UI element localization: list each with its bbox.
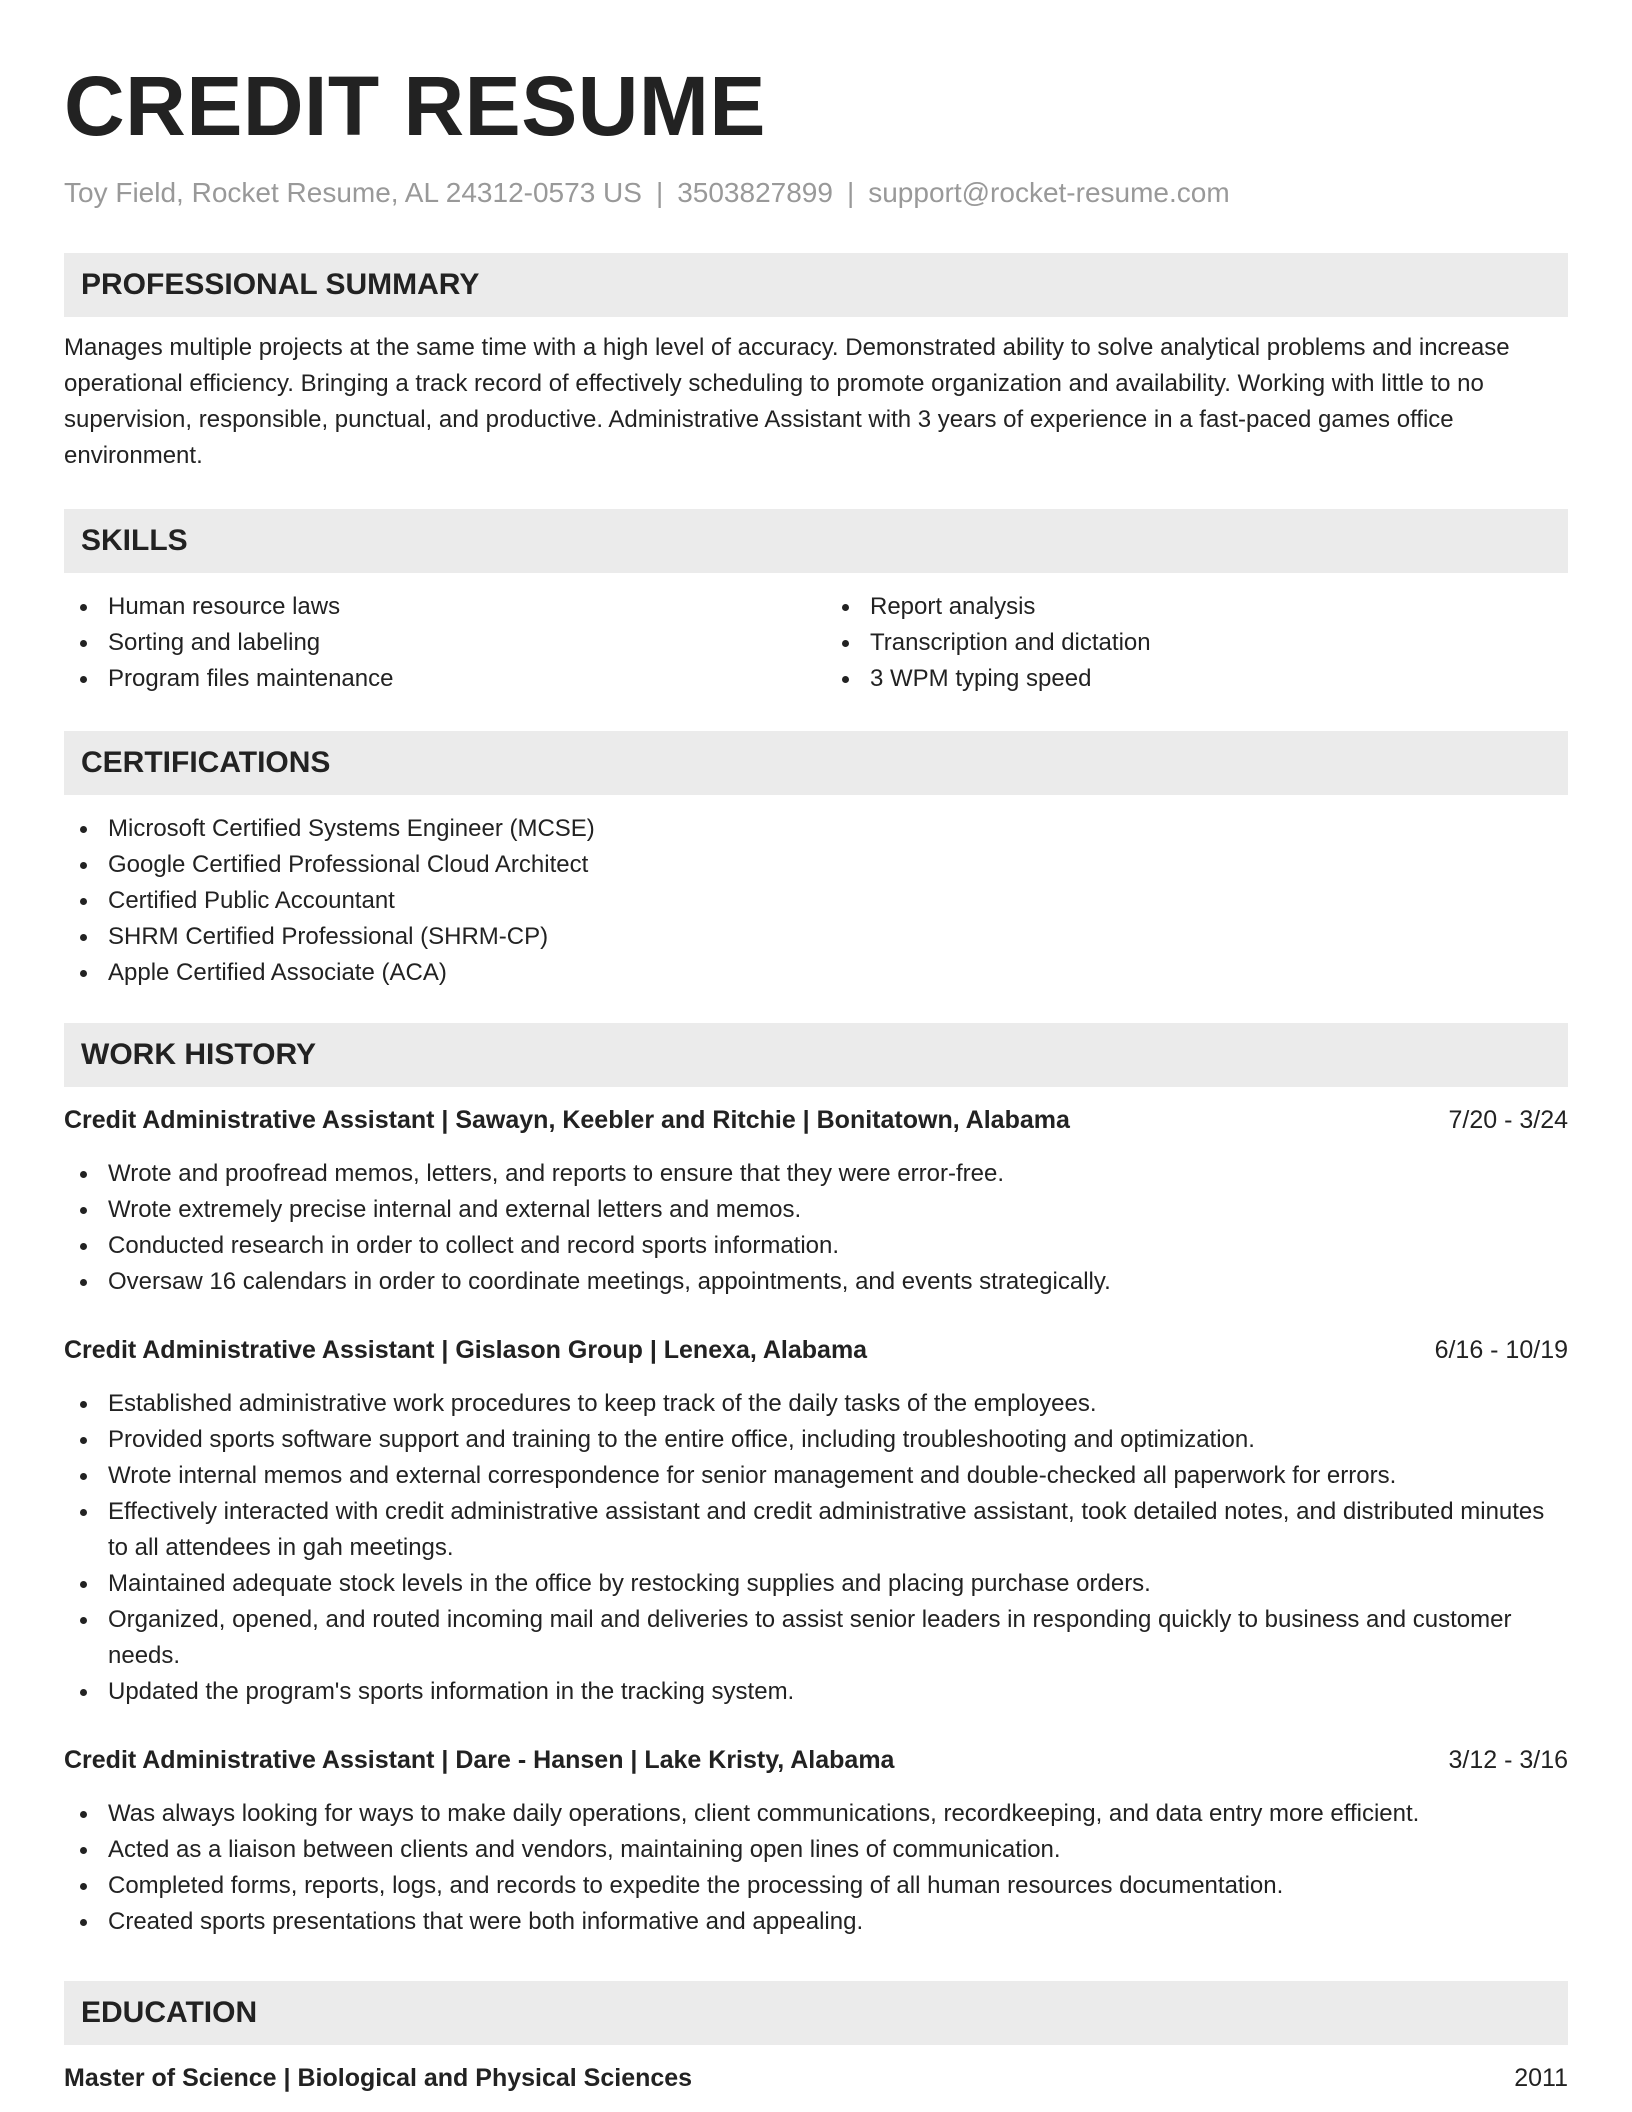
job-duty: Organized, opened, and routed incoming mail and deliveries to assist senior leaders in responding quickly to business and customer needs. xyxy=(64,1602,1568,1674)
certification-item: Microsoft Certified Systems Engineer (MCSE) xyxy=(64,811,1568,847)
section-heading-skills: SKILLS xyxy=(64,509,1568,573)
contact-address: Toy Field, Rocket Resume, AL 24312-0573 US xyxy=(64,177,642,208)
job-duty: Completed forms, reports, logs, and records to expedite the processing of all human resources documentation. xyxy=(64,1868,1568,1904)
skill-item: Report analysis xyxy=(826,589,1568,625)
section-heading-summary: PROFESSIONAL SUMMARY xyxy=(64,253,1568,317)
job-title: Credit Administrative Assistant | Gislason Group | Lenexa, Alabama xyxy=(64,1336,868,1364)
section-heading-work-history: WORK HISTORY xyxy=(64,1023,1568,1087)
summary-text: Manages multiple projects at the same time with a high level of accuracy. Demonstrated ability to solve analytical problems and increase operational efficiency. Bringing a track record of effectively scheduling to promote organization and availability. Working with little to no supervision, responsible, punctual, and productive. Administrative Assistant with 3 years of experience in a fast-paced games office environment. xyxy=(64,334,1510,469)
job-duty: Wrote and proofread memos, letters, and reports to ensure that they were error-free. xyxy=(64,1156,1568,1192)
skills-grid xyxy=(64,589,1568,697)
contact-line xyxy=(64,176,1568,210)
job-duty: Created sports presentations that were both informative and appealing. xyxy=(64,1904,1568,1940)
resume-title: CREDIT RESUME xyxy=(64,59,766,153)
job-date: 6/16 - 10/19 xyxy=(1434,1336,1568,1364)
skill-item: Transcription and dictation xyxy=(826,625,1568,661)
contact-separator: | xyxy=(655,177,664,208)
contact-email: support@rocket-resume.com xyxy=(868,177,1230,208)
certification-item: Apple Certified Associate (ACA) xyxy=(64,955,1568,991)
job-header xyxy=(64,1742,1568,1778)
education-year: 2011 xyxy=(1514,2064,1568,2092)
work-history-section xyxy=(64,1023,1568,1940)
certification-item: SHRM Certified Professional (SHRM-CP) xyxy=(64,919,1568,955)
skills-section xyxy=(64,509,1568,697)
skill-item: Sorting and labeling xyxy=(64,625,806,661)
certification-item: Certified Public Accountant xyxy=(64,883,1568,919)
job-duty: Wrote internal memos and external correspondence for senior management and double-checked all paperwork for errors. xyxy=(64,1458,1568,1494)
education-entry xyxy=(64,2060,1568,2096)
job-duty: Was always looking for ways to make daily operations, client communications, recordkeeping, and data entry more efficient. xyxy=(64,1796,1568,1832)
skill-item: 3 WPM typing speed xyxy=(826,661,1568,697)
job-duty: Conducted research in order to collect and record sports information. xyxy=(64,1228,1568,1264)
skill-item: Program files maintenance xyxy=(64,661,806,697)
certifications-section xyxy=(64,731,1568,991)
job-duties xyxy=(64,1386,1568,1710)
job-duty: Established administrative work procedures to keep track of the daily tasks of the employees. xyxy=(64,1386,1568,1422)
job-entry xyxy=(64,1102,1568,1300)
job-duty: Updated the program's sports information in the tracking system. xyxy=(64,1674,1568,1710)
job-title: Credit Administrative Assistant | Sawayn, Keebler and Ritchie | Bonitatown, Alabama xyxy=(64,1106,1070,1134)
summary-section xyxy=(64,253,1568,474)
job-header xyxy=(64,1332,1568,1368)
job-date: 3/12 - 3/16 xyxy=(1448,1746,1568,1774)
job-header xyxy=(64,1102,1568,1138)
resume-page xyxy=(64,0,1568,2092)
skills-list-right xyxy=(826,589,1568,697)
job-duties xyxy=(64,1796,1568,1940)
job-entry xyxy=(64,1332,1568,1710)
job-duty: Wrote extremely precise internal and external letters and memos. xyxy=(64,1192,1568,1228)
education-section xyxy=(64,1981,1568,2096)
job-duty: Oversaw 16 calendars in order to coordinate meetings, appointments, and events strategically. xyxy=(64,1264,1568,1300)
skill-item: Human resource laws xyxy=(64,589,806,625)
job-duty: Acted as a liaison between clients and vendors, maintaining open lines of communication. xyxy=(64,1832,1568,1868)
contact-separator: | xyxy=(846,177,855,208)
section-heading-education: EDUCATION xyxy=(64,1981,1568,2045)
education-degree: Master of Science | Biological and Physical Sciences xyxy=(64,2064,693,2092)
job-entry xyxy=(64,1742,1568,1940)
job-duty: Maintained adequate stock levels in the office by restocking supplies and placing purchase orders. xyxy=(64,1566,1568,1602)
job-date: 7/20 - 3/24 xyxy=(1448,1106,1568,1134)
certifications-list xyxy=(64,811,1568,991)
contact-phone: 3503827899 xyxy=(677,177,833,208)
skills-list-left xyxy=(64,589,806,697)
section-heading-certifications: CERTIFICATIONS xyxy=(64,731,1568,795)
job-duty: Effectively interacted with credit administrative assistant and credit administrative assistant, took detailed notes, and distributed minutes to all attendees in gah meetings. xyxy=(64,1494,1568,1566)
job-title: Credit Administrative Assistant | Dare - Hansen | Lake Kristy, Alabama xyxy=(64,1746,895,1774)
job-duties xyxy=(64,1156,1568,1300)
job-duty: Provided sports software support and training to the entire office, including troubleshooting and optimization. xyxy=(64,1422,1568,1458)
certification-item: Google Certified Professional Cloud Architect xyxy=(64,847,1568,883)
